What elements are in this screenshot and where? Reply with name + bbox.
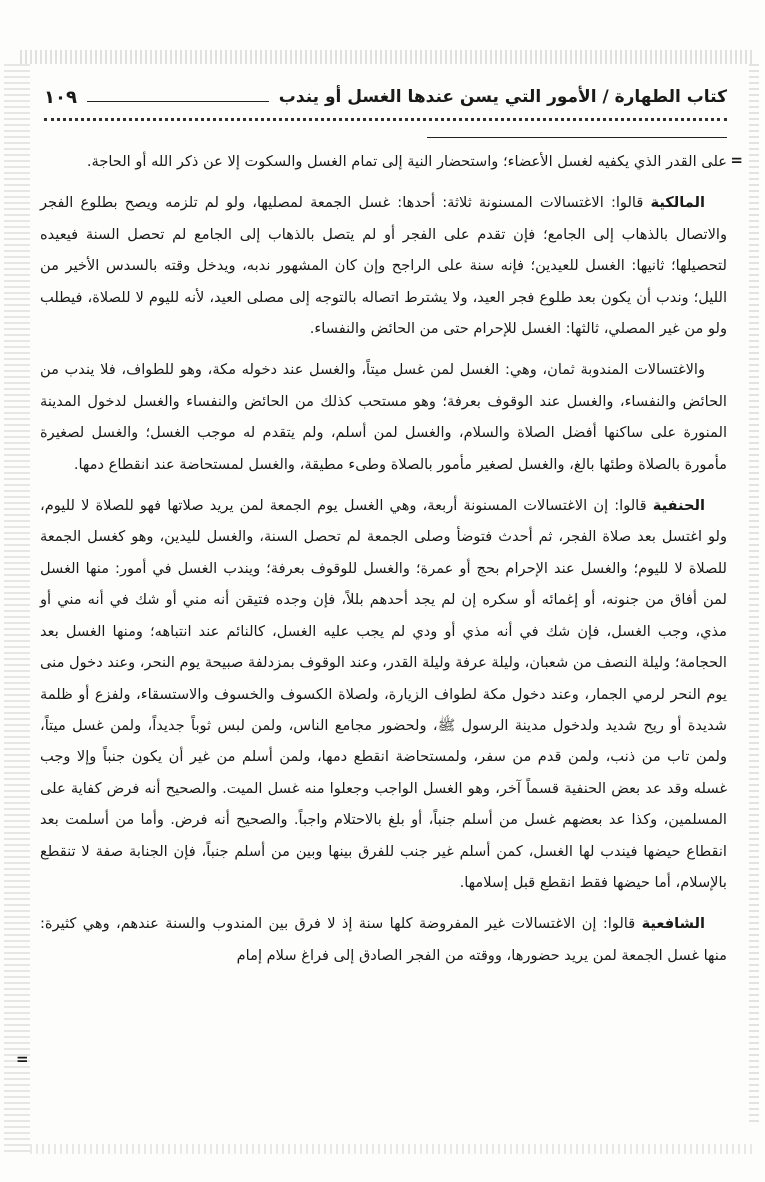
decorative-border-bottom xyxy=(30,1144,755,1154)
paragraph-text: والاغتسالات المندوبة ثمان، وهي: الغسل لمن غسل ميتاً، والغسل عند دخوله مكة، وهو للطواف، فلا يندب من الحائض والنفساء، والغسل عند الوقوف بعرفة؛ وهو مستحب كذلك من الحائض والنفساء والغسل لدخول المدينة المنورة على ساكنها أفضل الصلاة والسلام، والغسل لمن أسلم، ولم يتقدم له موجب الغسل؛ والغسل لصغيرة مأمورة بالصلاة وطئها بالغ، والغسل لصغير مأمور بالصلاة وطىء مطيقة، والغسل لمستحاضة عند انقطاع دمها. xyxy=(40,361,727,473)
footnote-separator xyxy=(427,137,727,138)
paragraph-text: قالوا: الاغتسالات المسنونة ثلاثة: أحدها: غسل الجمعة لمصليها، ولو لم تلزمه ويصح بطلوع الفجر والاتصال بالذهاب إلى الجامع؛ فإن تقدم على الفجر أو لم يتصل بالذهاب إلى الجامع لم تحصل السنة فيعيده لتحصيلها؛ ثانيها: الغسل للعيدين؛ فإنه سنة على الراجح وإن كان المشهور ندبه، ويدخل وقته بالسدس الأخير من الليل؛ وندب أن يكون بعد طلوع فجر العيد، ولا يشترط اتصاله بالتوجه إلى مصلى العيد، لأنه لليوم لا للصلاة، فيطلب ولو من غير المصلي، ثالثها: الغسل للإحرام حتى من الحائض والنفساء. xyxy=(40,194,727,338)
continuation-marker-end: = xyxy=(16,1050,29,1068)
decorative-border-right xyxy=(749,60,759,1122)
header-rule xyxy=(87,101,269,102)
header-dotted-rule xyxy=(44,118,727,121)
footnote-text xyxy=(40,146,727,981)
paragraph-text: على القدر الذي يكفيه لغسل الأعضاء؛ واستحضار النية إلى تمام الغسل والسكوت إلا عن ذكر الله أو الحاجة. xyxy=(86,153,727,170)
paragraph-maliki xyxy=(40,187,727,344)
school-name: الشافعية xyxy=(641,915,705,933)
paragraph-text: قالوا: إن الاغتسالات غير المفروضة كلها سنة إذ لا فرق بين المندوب والسنة عندهم، وهي كثيرة: منها غسل الجمعة لمن يريد حضورها، ووقته من الفجر الصادق إلى فراغ سلام إمام xyxy=(40,915,727,964)
paragraph-continued xyxy=(40,146,727,177)
paragraph-text: قالوا: إن الاغتسالات المسنونة أربعة، وهي الغسل يوم الجمعة لمن يريد صلاتها فهو للصلاة لا لليوم، ولو اغتسل بعد صلاة الفجر، ثم أحدث فتوضأ وصلى الجمعة لم تحصل السنة، والغسل لليدين، وهو كغسل الجمعة للصلاة لا لليوم؛ والغسل عند الإحرام بحج أو عمرة؛ والغسل للوقوف بعرفة؛ ويندب الغسل في أمور: منها الغسل لمن أفاق من جنونه، أو إغمائه أو سكره إن لم يجد أحدهم بللاً، فإن وجده فتيقن أنه مني أو شك في أنه مني أو مذي، وجب الغسل، فإن شك في أنه مذي أو ودي لم يجب عليه الغسل، كالنائم عند انتباهه؛ ومنها الغسل بعد الحجامة؛ وليلة النصف من شعبان، وليلة عرفة وليلة القدر، وعند الوقوف بمزدلفة صبيحة يوم النحر، وعند دخول منى يوم النحر لرمي الجمار، وعند دخول مكة لطواف الزيارة، ولصلاة الكسوف والخسوف والاستسقاء، ولفزع أو ظلمة شديدة أو ريح شديد ولدخول مدينة الرسول ﷺ، ولحضور مجامع الناس، ولمن لبس ثوباً جديداً، ولمن غسل ميتاً، ولمن تاب من ذنب، ولمن قدم من سفر، ولمستحاضة انقطع دمها، ولمن أسلم من غير أن يكون جنباً وإلا وجب غسله وقد عد بعض الحنفية قسماً آخر، وهو الغسل الواجب وجعلوا منه غسل الميت. والصحيح أنه فرض كفاية على المسلمين، وكذا عد بعضهم غسل من أسلم جنباً، أو بلغ بالاحتلام واجباً. والصحيح أنه فرض. وأما من أسلمت بعد انقطاع حيضها فيندب لها الغسل، كمن أسلم غير جنب للفرق بينها وبين من أسلم جنباً، فإن الجنابة صفة لا تنقطع بالإسلام، أما حيضها فقط انقطع قبل إسلامها. xyxy=(40,497,727,891)
continuation-marker-start: = xyxy=(730,151,743,169)
paragraph-hanafi xyxy=(40,490,727,898)
paragraph-maliki-recommended xyxy=(40,354,727,480)
school-name: الحنفية xyxy=(652,497,705,515)
header-title: كتاب الطهارة / الأمور التي يسن عندها الغسل أو يندب xyxy=(278,87,727,107)
decorative-border-left xyxy=(4,60,30,1152)
decorative-border-top xyxy=(20,50,755,64)
page-number: ١٠٩ xyxy=(44,86,77,108)
running-header xyxy=(44,82,727,112)
paragraph-shafii xyxy=(40,908,727,971)
school-name: المالكية xyxy=(650,194,705,212)
